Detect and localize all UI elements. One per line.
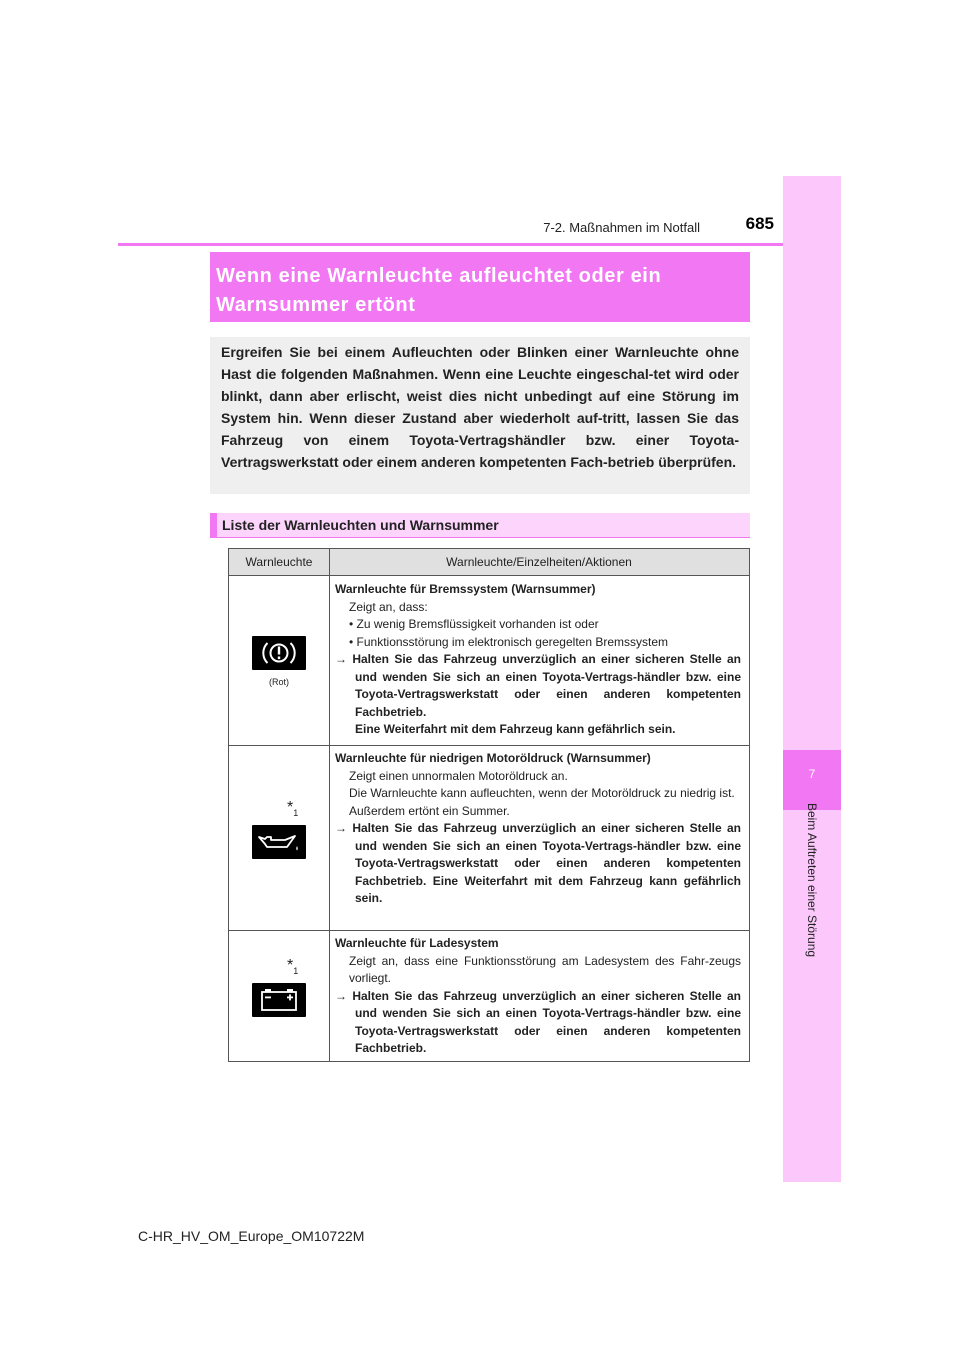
page-number: 685 xyxy=(745,214,774,233)
subheading-bar xyxy=(210,513,217,538)
footnote-marker: $*_1$ xyxy=(287,799,299,819)
table-header xyxy=(229,549,749,576)
row-detail: Außerdem ertönt ein Summer. xyxy=(349,803,510,818)
chapter-number: 7 xyxy=(808,767,816,781)
row-action-note: Eine Weiterfahrt mit dem Fahrzeug kann gefährlich sein. xyxy=(355,722,676,736)
row-divider xyxy=(229,930,749,931)
footnote-marker: $*_1$ xyxy=(287,957,299,977)
row-heading: Warnleuchte für Ladesystem xyxy=(335,936,499,950)
row-action: → Halten Sie das Fahrzeug unverzüglich an einer sicheren Stelle an und wenden Sie sich an einen Toyota-Vertrags-händler bzw. eine Toyota-Vertragswerkstatt oder einen anderen kompetenten Fachbetrieb. xyxy=(335,988,741,1055)
table-row-oil xyxy=(335,750,741,908)
table-header-col1: Warnleuchte xyxy=(245,555,313,569)
intro-text: Ergreifen Sie bei einem Aufleuchten oder Blinken einer Warnleuchte ohne Hast die folgenden Maßnahmen. Wenn eine Leuchte eingeschal-tet wird oder blinkt, dann aber erlischt, weist dies nicht unbedingt auf eine Störung im System hin. Wenn dieser Zustand aber wiederholt auf-tritt, lassen Sie das Fahrzeug von einem Toyota-Vertragshändler bzw. einer Toyota-Vertragswerkstatt oder einem anderen kompetenten Fach-betrieb überprüfen. xyxy=(221,344,739,470)
chapter-label: Beim Auftreten einer Störung xyxy=(805,802,819,958)
document-code: C-HR_HV_OM_Europe_OM10722M xyxy=(138,1228,365,1244)
row-action: → Halten Sie das Fahrzeug unverzüglich an einer sicheren Stelle an und wenden Sie sich an einen Toyota-Vertrags-händler bzw. eine Toyota-Vertragswerkstatt oder einen anderen kompetenten Fachbetrieb. Eine Weiterfahrt mit dem Fahrzeug kann gefährlich sein. xyxy=(335,821,741,905)
oil-pressure-icon xyxy=(252,825,306,859)
subheading: Liste der Warnleuchten und Warnsummer xyxy=(222,517,499,533)
row-detail: Die Warnleuchte kann aufleuchten, wenn der Motoröldruck zu niedrig ist. xyxy=(349,786,735,800)
icon-color-label: (Rot) xyxy=(269,677,289,687)
column-divider xyxy=(329,549,330,1061)
section-title: 7-2. Maßnahmen im Notfall xyxy=(543,220,700,235)
table-row-battery xyxy=(335,935,741,1058)
header-divider xyxy=(118,243,783,246)
chapter-side-tab xyxy=(783,176,841,1182)
row-bullet: • Funktionsstörung im elektronisch geregelten Bremssystem xyxy=(349,634,669,649)
brake-warning-icon xyxy=(252,636,306,670)
row-divider xyxy=(229,745,749,746)
row-action: → Halten Sie das Fahrzeug unverzüglich an einer sicheren Stelle an und wenden Sie sich an einen Toyota-Vertrags-händler bzw. eine Toyota-Vertragswerkstatt oder einen anderen kompetenten Fachbetrieb. xyxy=(335,652,741,719)
warning-light-table xyxy=(228,548,750,1062)
row-heading: Warnleuchte für niedrigen Motoröldruck (Warnsummer) xyxy=(335,751,651,765)
row-detail: Zeigt an, dass eine Funktionsstörung am Ladesystem des Fahr-zeugs vorliegt. xyxy=(349,953,741,985)
row-detail: Zeigt an, dass: xyxy=(349,599,428,614)
row-heading: Warnleuchte für Bremssystem (Warnsummer) xyxy=(335,582,596,596)
table-row-brake xyxy=(335,581,741,739)
table-header-col2: Warnleuchte/Einzelheiten/Aktionen xyxy=(446,555,632,569)
row-detail: Zeigt einen unnormalen Motoröldruck an. xyxy=(349,768,568,783)
battery-charge-icon xyxy=(252,983,306,1017)
page-title: Wenn eine Warnleuchte aufleuchtet oder ein Warnsummer ertönt xyxy=(216,265,662,316)
row-bullet: • Zu wenig Bremsflüssigkeit vorhanden ist oder xyxy=(349,617,599,631)
